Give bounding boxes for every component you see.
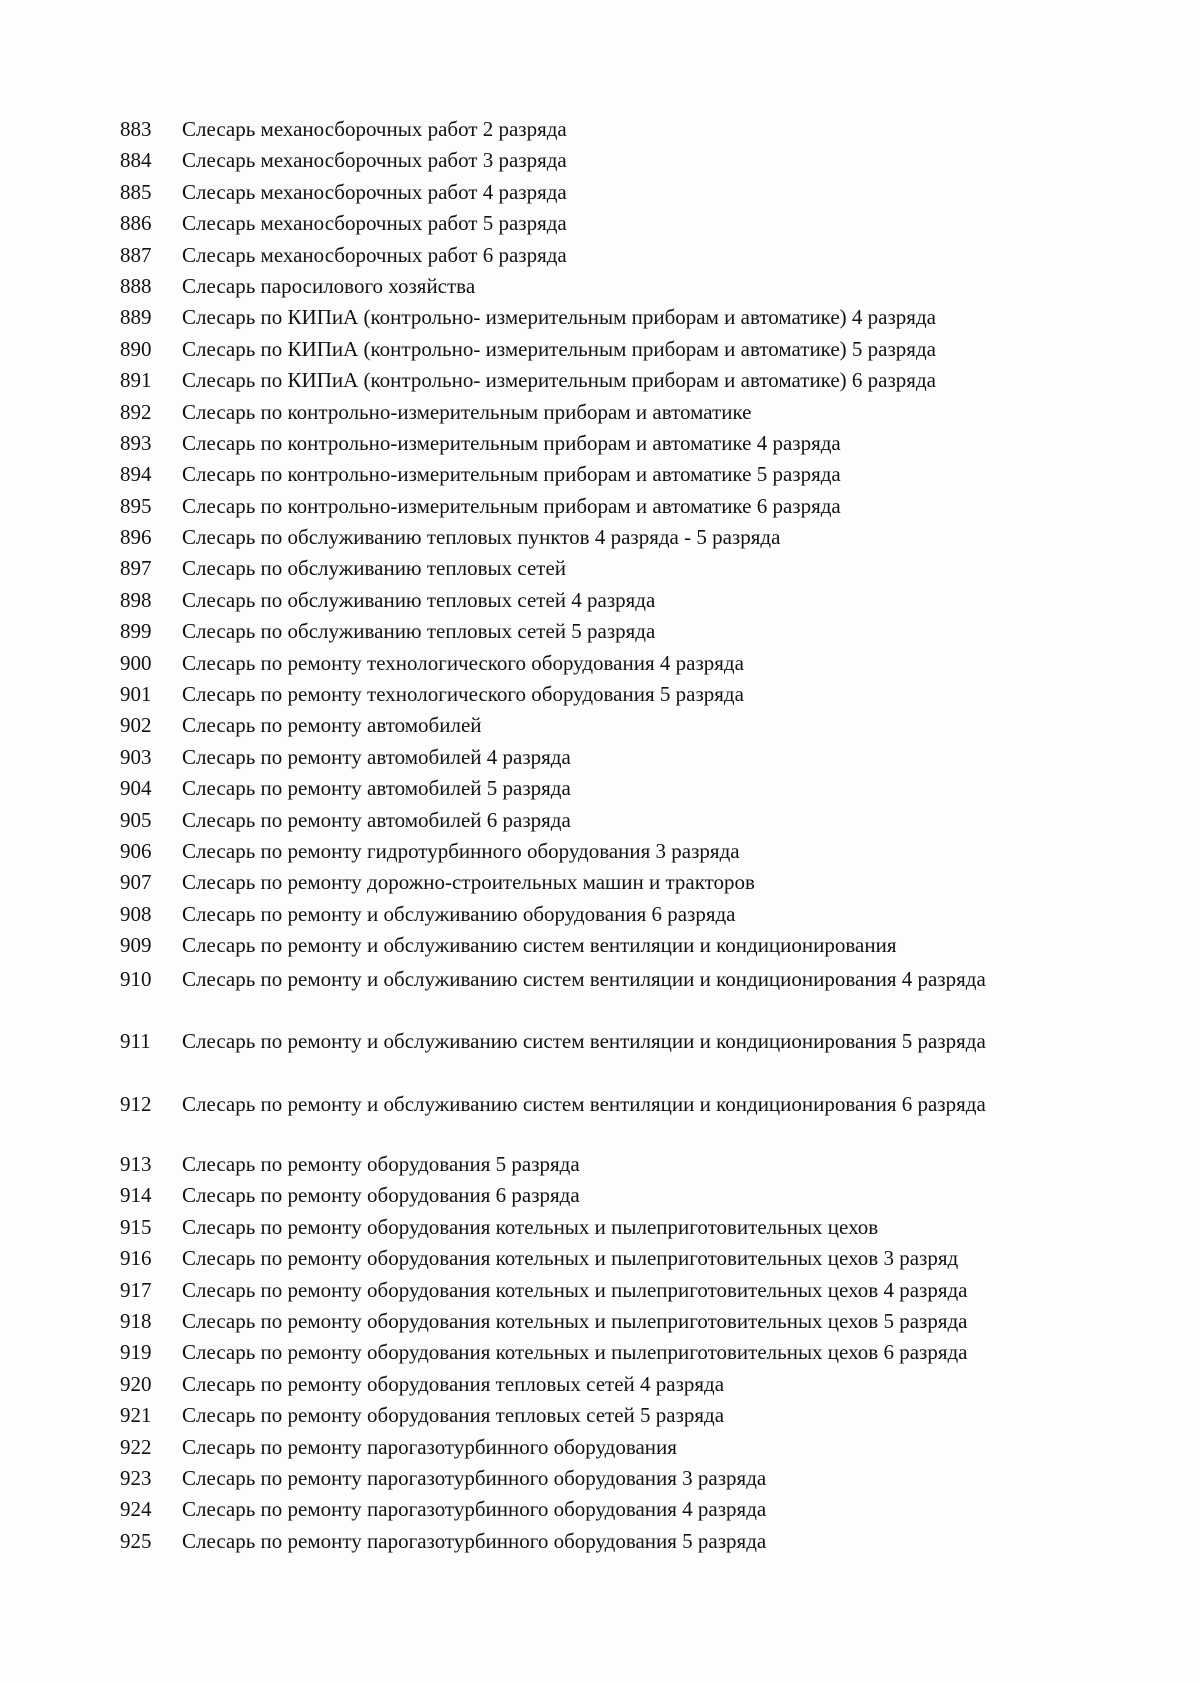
item-number: 916	[120, 1246, 152, 1271]
item-text: Слесарь механосборочных работ 3 разряда	[182, 148, 567, 173]
item-text: Слесарь по ремонту оборудования тепловых сетей 5 разряда	[182, 1403, 725, 1428]
item-text: Слесарь по контрольно-измерительным приборам и автоматике 4 разряда	[182, 430, 841, 455]
list-item	[120, 776, 1120, 807]
list-item	[120, 431, 1120, 462]
item-number: 919	[120, 1340, 152, 1365]
list-item	[120, 117, 1120, 148]
item-text: Слесарь по ремонту оборудования котельных и пылеприготовительных цехов 6 разряда	[182, 1340, 968, 1365]
list-item	[120, 933, 1120, 964]
list-item	[120, 1090, 1120, 1153]
list-item	[120, 839, 1120, 870]
item-text: Слесарь по КИПиА (контрольно- измерительным приборам и автоматике) 5 разряда	[182, 336, 936, 361]
item-text: Слесарь по ремонту парогазотурбинного оборудования 3 разряда	[182, 1465, 767, 1490]
list-item	[120, 1466, 1120, 1497]
list-item	[120, 682, 1120, 713]
list-item	[120, 368, 1120, 399]
list-item	[120, 1372, 1120, 1403]
item-number: 912	[120, 1091, 152, 1116]
item-number: 908	[120, 901, 152, 926]
item-text: Слесарь по контрольно-измерительным приборам и автоматике 6 разряда	[182, 493, 841, 518]
list-item	[120, 651, 1120, 682]
item-text: Слесарь по ремонту автомобилей 6 разряда	[182, 807, 571, 832]
item-number: 884	[120, 148, 152, 173]
item-number: 910	[120, 966, 152, 991]
list-item	[120, 1215, 1120, 1246]
profession-list	[120, 117, 1120, 1560]
item-number: 923	[120, 1465, 152, 1490]
item-text: Слесарь по ремонту оборудования котельных и пылеприготовительных цехов 5 разряда	[182, 1309, 968, 1333]
item-text: Слесарь по контрольно-измерительным приборам и автоматике 5 разряда	[182, 462, 841, 487]
list-item	[120, 1497, 1120, 1528]
list-item	[120, 243, 1120, 274]
item-number: 887	[120, 242, 152, 267]
item-number: 906	[120, 838, 152, 863]
item-number: 907	[120, 870, 152, 895]
item-text: Слесарь по ремонту оборудования 5 разряда	[182, 1152, 580, 1177]
item-number: 890	[120, 336, 152, 361]
item-number: 922	[120, 1434, 152, 1459]
item-number: 883	[120, 117, 152, 141]
item-number: 914	[120, 1183, 152, 1208]
list-item	[120, 870, 1120, 901]
list-item	[120, 1152, 1120, 1183]
item-number: 892	[120, 399, 152, 424]
list-item	[120, 588, 1120, 619]
item-text: Слесарь по ремонту автомобилей 5 разряда	[182, 776, 571, 801]
item-number: 899	[120, 619, 152, 644]
list-item	[120, 556, 1120, 587]
item-number: 903	[120, 744, 152, 769]
item-number: 913	[120, 1152, 152, 1177]
item-text: Слесарь по ремонту оборудования котельных и пылеприготовительных цехов 4 разряда	[182, 1277, 968, 1302]
item-number: 891	[120, 368, 152, 393]
item-number: 895	[120, 493, 152, 518]
list-item	[120, 902, 1120, 933]
list-item	[120, 525, 1120, 556]
item-number: 901	[120, 682, 152, 707]
item-text: Слесарь по обслуживанию тепловых сетей 5 разряда	[182, 619, 656, 644]
item-text: Слесарь по ремонту автомобилей 4 разряда	[182, 744, 571, 769]
item-number: 920	[120, 1371, 152, 1396]
item-text: Слесарь по ремонту парогазотурбинного оборудования	[182, 1434, 677, 1459]
item-text: Слесарь механосборочных работ 4 разряда	[182, 179, 567, 204]
item-number: 915	[120, 1214, 152, 1239]
item-number: 893	[120, 430, 152, 455]
item-text: Слесарь по ремонту оборудования 6 разряда	[182, 1183, 580, 1208]
list-item	[120, 1246, 1120, 1277]
item-text: Слесарь по ремонту оборудования котельных и пылеприготовительных цехов 3 разряд	[182, 1246, 959, 1271]
list-item	[120, 1403, 1120, 1434]
item-text: Слесарь по КИПиА (контрольно- измерительным приборам и автоматике) 4 разряда	[182, 305, 936, 330]
item-text: Слесарь механосборочных работ 6 разряда	[182, 242, 567, 267]
item-number: 902	[120, 713, 152, 738]
item-text: Слесарь по ремонту и обслуживанию систем вентиляции и кондиционирования 5 разряда	[182, 1029, 986, 1054]
item-text: Слесарь паросилового хозяйства	[182, 273, 476, 298]
item-number: 917	[120, 1277, 152, 1302]
item-text: Слесарь по ремонту парогазотурбинного оборудования 4 разряда	[182, 1497, 767, 1522]
item-number: 888	[120, 273, 152, 298]
item-text: Слесарь по ремонту и обслуживанию систем вентиляции и кондиционирования	[182, 933, 897, 958]
item-number: 900	[120, 650, 152, 675]
list-item	[120, 274, 1120, 305]
list-item	[120, 337, 1120, 368]
list-item	[120, 1529, 1120, 1560]
list-item	[120, 400, 1120, 431]
list-item	[120, 808, 1120, 839]
item-number: 886	[120, 211, 152, 236]
item-number: 894	[120, 462, 152, 487]
list-item	[120, 211, 1120, 242]
item-text: Слесарь по ремонту оборудования котельных и пылеприготовительных цехов	[182, 1214, 879, 1239]
item-text: Слесарь по ремонту и обслуживанию оборудования 6 разряда	[182, 901, 736, 926]
list-item	[120, 462, 1120, 493]
item-text: Слесарь по обслуживанию тепловых сетей 4 разряда	[182, 587, 656, 612]
item-text: Слесарь по обслуживанию тепловых сетей	[182, 556, 566, 581]
list-item	[120, 619, 1120, 650]
list-item	[120, 148, 1120, 179]
list-item	[120, 305, 1120, 336]
list-item	[120, 1027, 1120, 1090]
item-text: Слесарь по ремонту парогазотурбинного оборудования 5 разряда	[182, 1528, 767, 1553]
item-number: 904	[120, 776, 152, 801]
item-text: Слесарь по ремонту технологического оборудования 5 разряда	[182, 682, 744, 707]
item-text: Слесарь по КИПиА (контрольно- измерительным приборам и автоматике) 6 разряда	[182, 368, 936, 393]
item-text: Слесарь по ремонту и обслуживанию систем вентиляции и кондиционирования 6 разряда	[182, 1091, 986, 1116]
item-number: 924	[120, 1497, 152, 1522]
item-number: 905	[120, 807, 152, 832]
item-number: 898	[120, 587, 152, 612]
item-text: Слесарь по ремонту и обслуживанию систем вентиляции и кондиционирования 4 разряда	[182, 966, 986, 991]
item-text: Слесарь по ремонту оборудования тепловых сетей 4 разряда	[182, 1371, 725, 1396]
item-text: Слесарь по обслуживанию тепловых пунктов 4 разряда - 5 разряда	[182, 525, 781, 550]
item-number: 925	[120, 1528, 152, 1553]
item-text: Слесарь по контрольно-измерительным приборам и автоматике	[182, 399, 752, 424]
list-item	[120, 965, 1120, 1028]
item-text: Слесарь по ремонту дорожно-строительных машин и тракторов	[182, 870, 755, 895]
item-number: 889	[120, 305, 152, 330]
item-number: 921	[120, 1403, 152, 1428]
list-item	[120, 1435, 1120, 1466]
item-text: Слесарь механосборочных работ 5 разряда	[182, 211, 567, 236]
list-item	[120, 1183, 1120, 1214]
item-number: 896	[120, 525, 152, 550]
list-item	[120, 1340, 1120, 1371]
item-text: Слесарь по ремонту технологического оборудования 4 разряда	[182, 650, 744, 675]
list-item	[120, 1309, 1120, 1340]
item-number: 885	[120, 179, 152, 204]
list-item	[120, 1278, 1120, 1309]
item-number: 911	[120, 1029, 151, 1054]
item-number: 897	[120, 556, 152, 581]
item-number: 918	[120, 1309, 152, 1333]
item-number: 909	[120, 933, 152, 958]
list-item	[120, 713, 1120, 744]
item-text: Слесарь по ремонту гидротурбинного оборудования 3 разряда	[182, 838, 740, 863]
list-item	[120, 180, 1120, 211]
list-item	[120, 494, 1120, 525]
item-text: Слесарь механосборочных работ 2 разряда	[182, 117, 567, 141]
item-text: Слесарь по ремонту автомобилей	[182, 713, 482, 738]
list-item	[120, 745, 1120, 776]
